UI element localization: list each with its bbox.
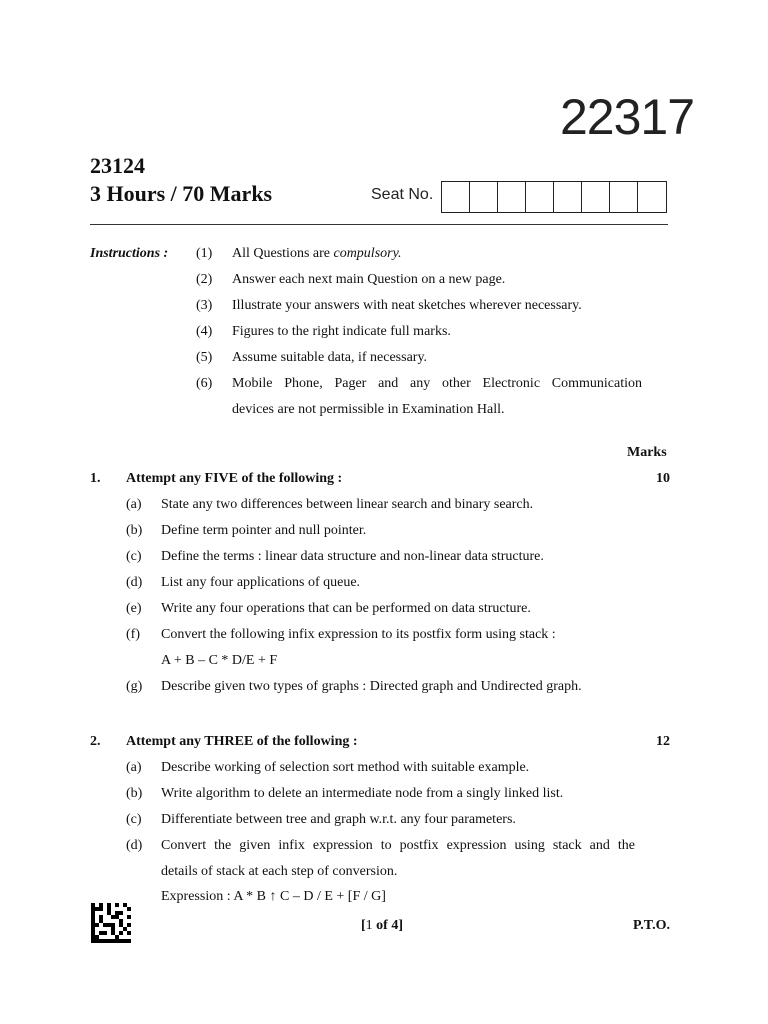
instruction-text: Illustrate your answers with neat sketches wherever necessary. bbox=[232, 298, 582, 313]
subquestion-text: Differentiate between tree and graph w.r.t. any four parameters. bbox=[161, 812, 516, 827]
instruction-number: (1) bbox=[196, 246, 213, 261]
subquestion-label: (e) bbox=[126, 601, 142, 616]
please-turn-over: P.T.O. bbox=[633, 918, 670, 933]
page-indicator: [1 of 4] bbox=[361, 918, 403, 933]
instruction-number: (6) bbox=[196, 376, 213, 391]
question-title: Attempt any FIVE of the following : bbox=[126, 471, 343, 486]
subquestion-label: (a) bbox=[126, 760, 142, 775]
subquestion-text: Define the terms : linear data structure and non-linear data structure. bbox=[161, 549, 544, 564]
seat-box[interactable] bbox=[498, 182, 526, 212]
instruction-number: (5) bbox=[196, 350, 213, 365]
subquestion-label: (a) bbox=[126, 497, 142, 512]
subject-code: 23124 bbox=[90, 153, 145, 178]
seat-box[interactable] bbox=[610, 182, 638, 212]
subquestion-text: Describe working of selection sort method with suitable example. bbox=[161, 760, 530, 775]
instruction-number: (2) bbox=[196, 272, 213, 287]
duration-marks: 3 Hours / 70 Marks bbox=[90, 181, 273, 206]
instruction-text: Answer each next main Question on a new page. bbox=[232, 272, 506, 287]
subquestion-label: (f) bbox=[126, 627, 140, 642]
subquestion-text: Write algorithm to delete an intermediate node from a singly linked list. bbox=[161, 786, 564, 801]
paper-code: 22317 bbox=[560, 89, 695, 145]
question-marks: 10 bbox=[656, 471, 670, 486]
subquestion-text: Write any four operations that can be performed on data structure. bbox=[161, 601, 531, 616]
instruction-number: (4) bbox=[196, 324, 213, 339]
subquestion-text: State any two differences between linear search and binary search. bbox=[161, 497, 534, 512]
instruction-text: Figures to the right indicate full marks. bbox=[232, 324, 451, 339]
marks-column-heading: Marks bbox=[627, 445, 667, 460]
seat-box[interactable] bbox=[554, 182, 582, 212]
seat-box[interactable] bbox=[638, 182, 666, 212]
subquestion-text: Describe given two types of graphs : Directed graph and Undirected graph. bbox=[161, 679, 582, 694]
instruction-text: Assume suitable data, if necessary. bbox=[232, 350, 428, 365]
question-number: 2. bbox=[90, 734, 101, 749]
seat-number-boxes[interactable] bbox=[441, 181, 667, 213]
seat-box[interactable] bbox=[526, 182, 554, 212]
subquestion-label: (g) bbox=[126, 679, 143, 694]
subquestion-text: Define term pointer and null pointer. bbox=[161, 523, 367, 538]
instruction-text: All Questions are compulsory. bbox=[232, 246, 402, 261]
seat-box[interactable] bbox=[582, 182, 610, 212]
question-marks: 12 bbox=[656, 734, 670, 749]
seat-box[interactable] bbox=[442, 182, 470, 212]
instruction-text: Mobile Phone, Pager and any other Electronic Communication bbox=[232, 376, 642, 391]
subquestion-label: (c) bbox=[126, 812, 142, 827]
instructions-heading: Instructions : bbox=[90, 246, 169, 261]
header-divider bbox=[90, 224, 668, 225]
subquestion-label: (c) bbox=[126, 549, 142, 564]
subquestion-text: Convert the following infix expression to its postfix form using stack : bbox=[161, 627, 556, 642]
data-matrix-code bbox=[91, 903, 131, 943]
subquestion-text-continued: details of stack at each step of conversion. bbox=[161, 864, 398, 879]
subquestion-label: (b) bbox=[126, 523, 143, 538]
subquestion-text: List any four applications of queue. bbox=[161, 575, 361, 590]
infix-expression: A + B – C * D/E + F bbox=[161, 653, 278, 668]
subquestion-label: (b) bbox=[126, 786, 143, 801]
instruction-text-continued: devices are not permissible in Examination Hall. bbox=[232, 402, 505, 417]
instruction-number: (3) bbox=[196, 298, 213, 313]
question-number: 1. bbox=[90, 471, 101, 486]
question-title: Attempt any THREE of the following : bbox=[126, 734, 358, 749]
seat-box[interactable] bbox=[470, 182, 498, 212]
infix-expression: Expression : A * B ↑ C – D / E + [F / G] bbox=[161, 889, 386, 904]
subquestion-text: Convert the given infix expression to postfix expression using stack and the bbox=[161, 838, 635, 853]
seat-number-label: Seat No. bbox=[371, 186, 434, 203]
subquestion-label: (d) bbox=[126, 575, 143, 590]
subquestion-label: (d) bbox=[126, 838, 143, 853]
